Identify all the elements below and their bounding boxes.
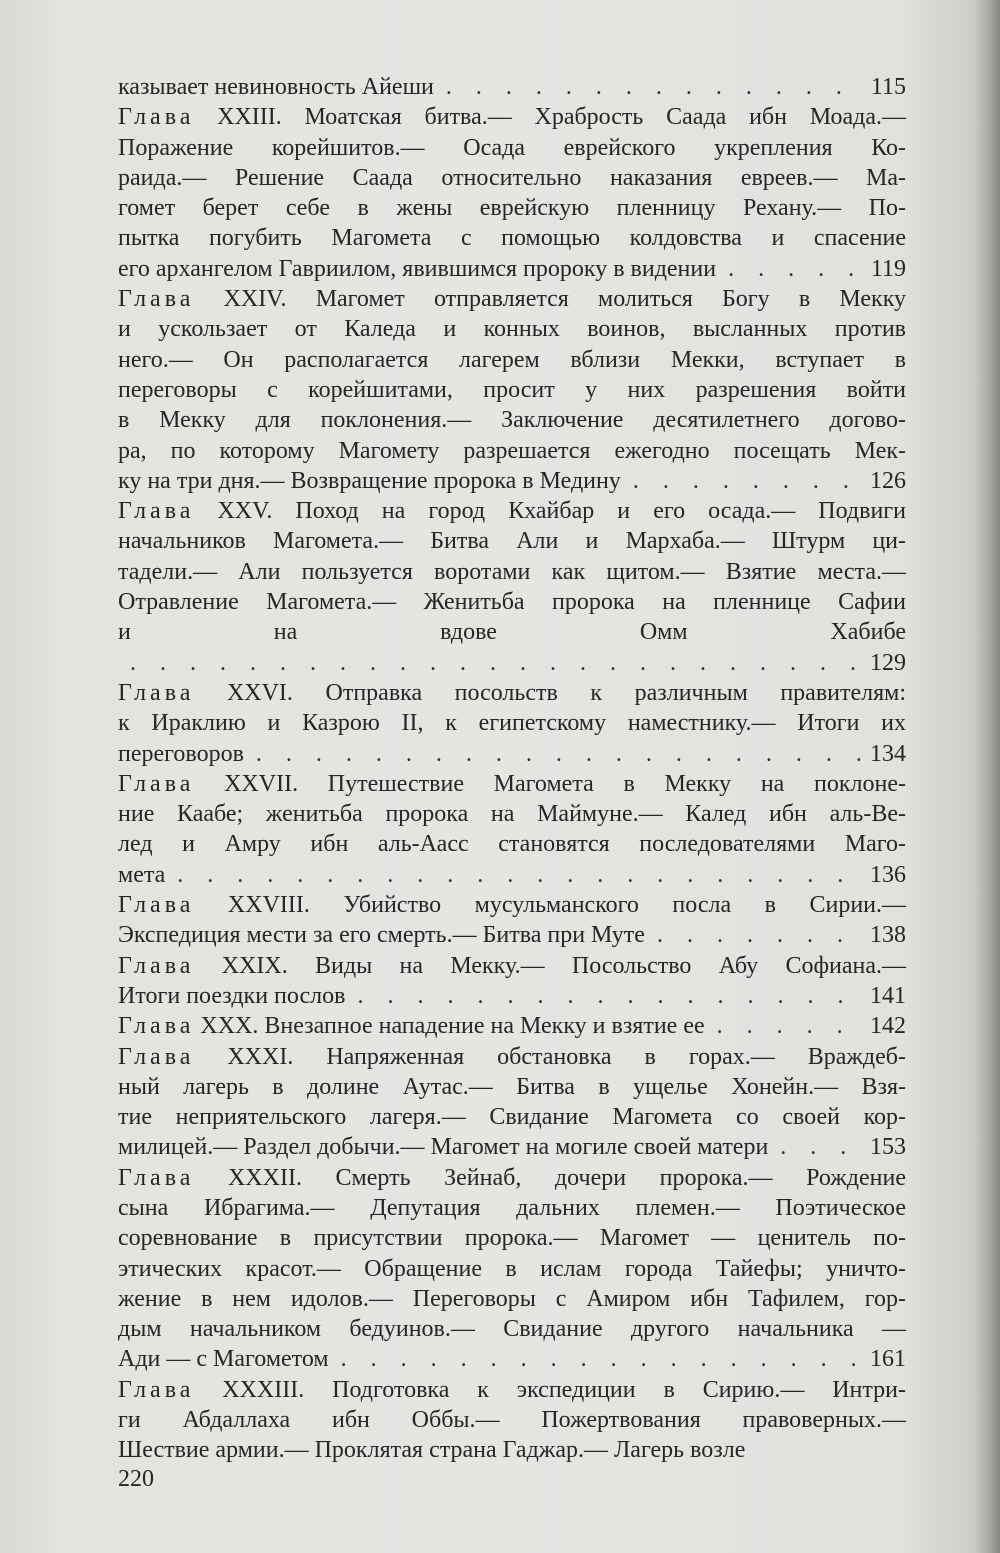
table-of-contents [118,72,906,1466]
entry-text: Поход на город Кхайбар и его осада.— Подвиги [295,498,906,525]
entry-text: гомет берет себе в жены еврейскую пленницу Рехану.— По- [118,195,906,222]
entry-page-number: 119 [870,255,906,282]
toc-entry [118,102,906,284]
toc-line [118,526,906,556]
toc-line [118,436,906,466]
entry-text: Отравление Магомета.— Женитьба пророка на пленнице Сафии [118,589,906,616]
chapter-label: Глава [118,1043,195,1070]
toc-line [118,739,906,769]
dot-leader [165,860,862,890]
chapter-numeral: XXXII. [227,1164,302,1191]
chapter-label: Глава [118,952,195,979]
entry-text: ги Абдаллаха ибн Оббы.— Пожертвования правоверных.— [118,1407,906,1434]
entry-text: этических красот.— Обращение в ислам города Тайефы; уничто- [118,1255,906,1282]
toc-line [118,1072,906,1102]
entry-text: раида.— Решение Саада относительно наказания евреев.— Ма- [118,164,906,191]
entry-text: в Мекку для поклонения.— Заключение десятилетнего догово- [118,407,906,434]
toc-line [118,1344,906,1374]
chapter-numeral: XXV. [217,498,273,525]
entry-text: Внезапное нападение на Мекку и взятие ее [264,1013,705,1040]
entry-page-number: 136 [870,861,906,888]
entry-text: и ускользает от Каледа и конных воинов, высланных против [118,316,906,343]
entry-page-number: 126 [870,467,906,494]
entry-text: Поражение корейшитов.— Осада еврейского укрепления Ко- [118,134,906,161]
entry-text: милицей.— Раздел добычи.— Магомет на могиле своей матери [118,1134,769,1161]
toc-entry [118,1375,906,1466]
chapter-numeral: XXIX. [221,952,288,979]
entry-page-number: 115 [870,74,906,100]
entry-text: Ади — с Магометом [118,1346,329,1373]
toc-line [118,981,906,1011]
page-gutter-shadow [974,0,1000,1553]
toc-entry [118,678,906,769]
toc-line [118,314,906,344]
entry-text: Напряженная обстановка в горах.— Враждеб- [326,1043,906,1070]
entry-text: ра, по которому Магомету разрешается ежегодно посещать Мек- [118,437,906,464]
toc-line [118,890,906,920]
toc-line [118,405,906,435]
dot-leader [244,739,862,769]
toc-line [118,678,906,708]
chapter-label: Глава [118,286,195,313]
entry-text: переговоры с корейшитами, просит у них разрешения войти [118,376,906,403]
toc-line [118,133,906,163]
entry-text: сына Ибрагима.— Депутация дальних племен.— Поэтическое [118,1194,906,1221]
toc-entry [118,769,906,890]
chapter-numeral: XXVI. [226,679,293,706]
toc-entry [118,1042,906,1163]
dot-leader [345,981,862,1011]
entry-text: пытка погубить Магомета с помощью колдовства и спасение [118,225,906,252]
entry-text: ние Каабе; женитьба пророка на Маймуне.— Калед ибн аль-Ве- [118,801,906,828]
toc-entry [118,951,906,1012]
entry-text: к Ираклию и Казрою II, к египетскому наместнику.— Итоги их [118,710,906,737]
entry-page-number: 153 [870,1134,906,1161]
entry-page-number: 141 [870,982,906,1009]
entry-page-number: 142 [870,1013,906,1040]
toc-line [118,193,906,223]
entry-text: мета [118,861,166,888]
entry-text: Путешествие Магомета в Мекку на поклоне- [327,770,907,797]
toc-line [118,1132,906,1162]
dot-leader [434,72,862,102]
entry-page-number: 138 [870,922,906,949]
entry-text: лед и Амру ибн аль-Аасс становятся последователями Маго- [118,831,906,858]
chapter-label: Глава [118,770,195,797]
toc-line [118,1284,906,1314]
entry-text: казывает невиновность Айеши [118,74,434,100]
page-number: 220 [118,1466,154,1492]
toc-line [118,466,906,496]
chapter-numeral: XXXI. [227,1043,294,1070]
entry-text: ный лагерь в долине Аутас.— Битва в ущелье Хонейн.— Взя- [118,1073,906,1100]
toc-line [118,1193,906,1223]
toc-entry [118,496,906,678]
toc-line [118,920,906,950]
toc-line [118,1375,906,1405]
toc-line [118,951,906,981]
chapter-label: Глава [118,104,195,131]
chapter-numeral: XXVII. [224,770,299,797]
chapter-numeral: XXX. [200,1013,259,1040]
toc-entry [118,890,906,951]
toc-entry [118,284,906,496]
toc-line [118,496,906,526]
entry-page-number: 129 [870,649,906,676]
chapter-label: Глава [118,498,195,525]
toc-line [118,587,906,617]
dot-leader [705,1011,862,1041]
dot-leader [645,920,862,950]
entry-text: Убийство мусульманского посла в Сирии.— [343,892,907,919]
toc-line [118,708,906,738]
chapter-label: Глава [118,1376,195,1403]
toc-entry [118,72,906,102]
toc-line [118,1042,906,1072]
entry-text: Экспедиция мести за его смерть.— Битва при Муте [118,922,645,949]
entry-text: жение в нем идолов.— Переговоры с Амиром ибн Тафилем, гор- [118,1285,906,1312]
toc-line [118,769,906,799]
toc-line [118,557,906,587]
toc-line [118,375,906,405]
toc-line [118,617,906,647]
entry-text: Смерть Зейнаб, дочери пророка.— Рождение [335,1164,906,1191]
toc-line [118,799,906,829]
entry-text: тадели.— Али пользуется воротами как щитом.— Взятие места.— [118,558,906,585]
dot-leader [329,1344,862,1374]
toc-line [118,1254,906,1284]
toc-line [118,254,906,284]
entry-page-number: 161 [870,1346,906,1373]
entry-text: переговоров [118,740,244,767]
toc-line [118,163,906,193]
entry-text: Шествие армии.— Проклятая страна Гаджар.— Лагерь возле [118,1437,746,1464]
entry-text: дым начальником бедуинов.— Свидание другого начальника — [118,1316,906,1343]
entry-text: его архангелом Гавриилом, явившимся пророку в видении [118,255,717,282]
entry-text: Виды на Мекку.— Посольство Абу Софиана.— [315,952,907,979]
entry-text: и на вдове Омм Хабибе [118,619,906,646]
entry-text: Магомет отправляется молиться Богу в Мекку [315,286,907,313]
dot-leader [716,254,862,284]
toc-line [118,72,906,102]
entry-text: Моатская битва.— Храбрость Саада ибн Моада.— [304,104,906,131]
entry-text: Итоги поездки послов [118,982,346,1009]
entry-text: тие неприятельского лагеря.— Свидание Магомета со своей кор- [118,1104,906,1131]
chapter-label: Глава [118,892,195,919]
toc-line [118,860,906,890]
entry-text: ку на три дня.— Возвращение пророка в Медину [118,467,621,494]
toc-line [118,1435,906,1465]
toc-line [118,1314,906,1344]
toc-line [118,284,906,314]
entry-text: начальников Магомета.— Битва Али и Мархаба.— Штурм ци- [118,528,906,555]
toc-line [118,1405,906,1435]
chapter-label: Глава [118,1164,195,1191]
chapter-numeral: XXIV. [223,286,287,313]
chapter-label: Глава [118,1013,195,1040]
chapter-numeral: XXIII. [217,104,282,131]
toc-line [118,829,906,859]
toc-line [118,102,906,132]
entry-text: Отправка посольств к различным правителям: [325,679,907,706]
entry-text: него.— Он располагается лагерем вблизи Мекки, вступает в [118,346,906,373]
entry-text: Подготовка к экспедиции в Сирию.— Интри- [332,1376,906,1403]
dot-leader [118,648,862,678]
chapter-label: Глава [118,679,195,706]
toc-line [118,1163,906,1193]
toc-line [118,1011,906,1041]
toc-entry [118,1163,906,1375]
entry-page-number: 134 [870,740,906,767]
toc-line [118,1223,906,1253]
chapter-numeral: XXXIII. [222,1376,305,1403]
toc-line [118,345,906,375]
dot-leader [768,1132,862,1162]
toc-line [118,648,906,678]
toc-line [118,1102,906,1132]
toc-line [118,223,906,253]
dot-leader [621,466,862,496]
entry-text: соревнование в присутствии пророка.— Магомет — ценитель по- [118,1225,906,1252]
toc-entry [118,1011,906,1041]
chapter-numeral: XXVIII. [227,892,310,919]
